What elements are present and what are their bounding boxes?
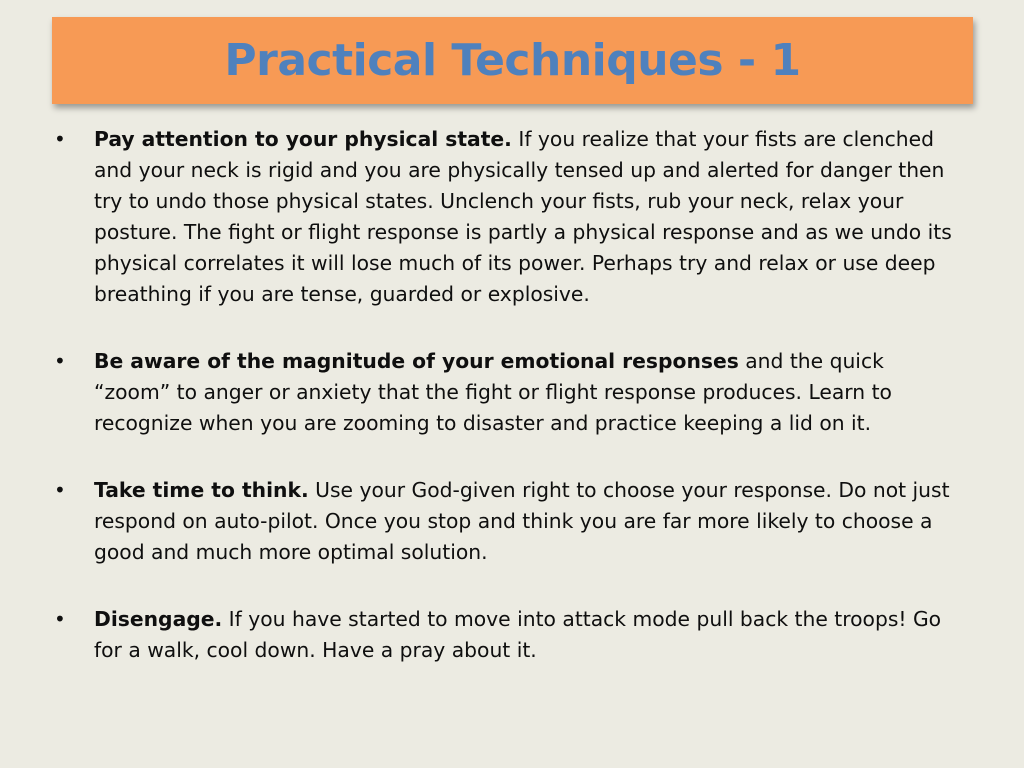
slide-title: Practical Techniques - 1 (224, 35, 801, 86)
bullet-body: and the quick “zoom” to anger or anxiety that the fight or flight response produces. Learn to recognize when you are zooming to disaster and practice keeping a lid on it. (94, 349, 892, 435)
bullet-body: If you realize that your fists are clenched and your neck is rigid and you are physically tensed up and alerted for danger then try to undo those physical states. Unclench your fists, rub your neck, relax your posture. The fight or flight response is partly a physical response and as we undo its physical correlates it will lose much of its power. Perhaps try and relax or use deep breathing if you are tense, guarded or explosive. (94, 127, 952, 306)
bullet-list (52, 124, 957, 702)
bullet-item-take-time (52, 475, 957, 568)
bullet-heading: Be aware of the magnitude of your emotional responses (94, 349, 739, 373)
bullet-text (94, 604, 957, 666)
bullet-text (94, 346, 957, 439)
bullet-item-disengage (52, 604, 957, 666)
bullet-icon: • (54, 478, 66, 502)
bullet-icon: • (54, 607, 66, 631)
bullet-heading: Pay attention to your physical state. (94, 127, 512, 151)
bullet-item-physical-state (52, 124, 957, 310)
bullet-heading: Disengage. (94, 607, 223, 631)
bullet-text (94, 475, 957, 568)
bullet-heading: Take time to think. (94, 478, 309, 502)
bullet-item-emotional-responses (52, 346, 957, 439)
bullet-body: Use your God-given right to choose your response. Do not just respond on auto-pilot. Once you stop and think you are far more likely to choose a good and much more optimal solution. (94, 478, 950, 564)
bullet-icon: • (54, 349, 66, 373)
bullet-body: If you have started to move into attack mode pull back the troops! Go for a walk, cool down. Have a pray about it. (94, 607, 942, 662)
bullet-text (94, 124, 957, 310)
title-banner (52, 17, 973, 104)
bullet-icon: • (54, 127, 66, 151)
